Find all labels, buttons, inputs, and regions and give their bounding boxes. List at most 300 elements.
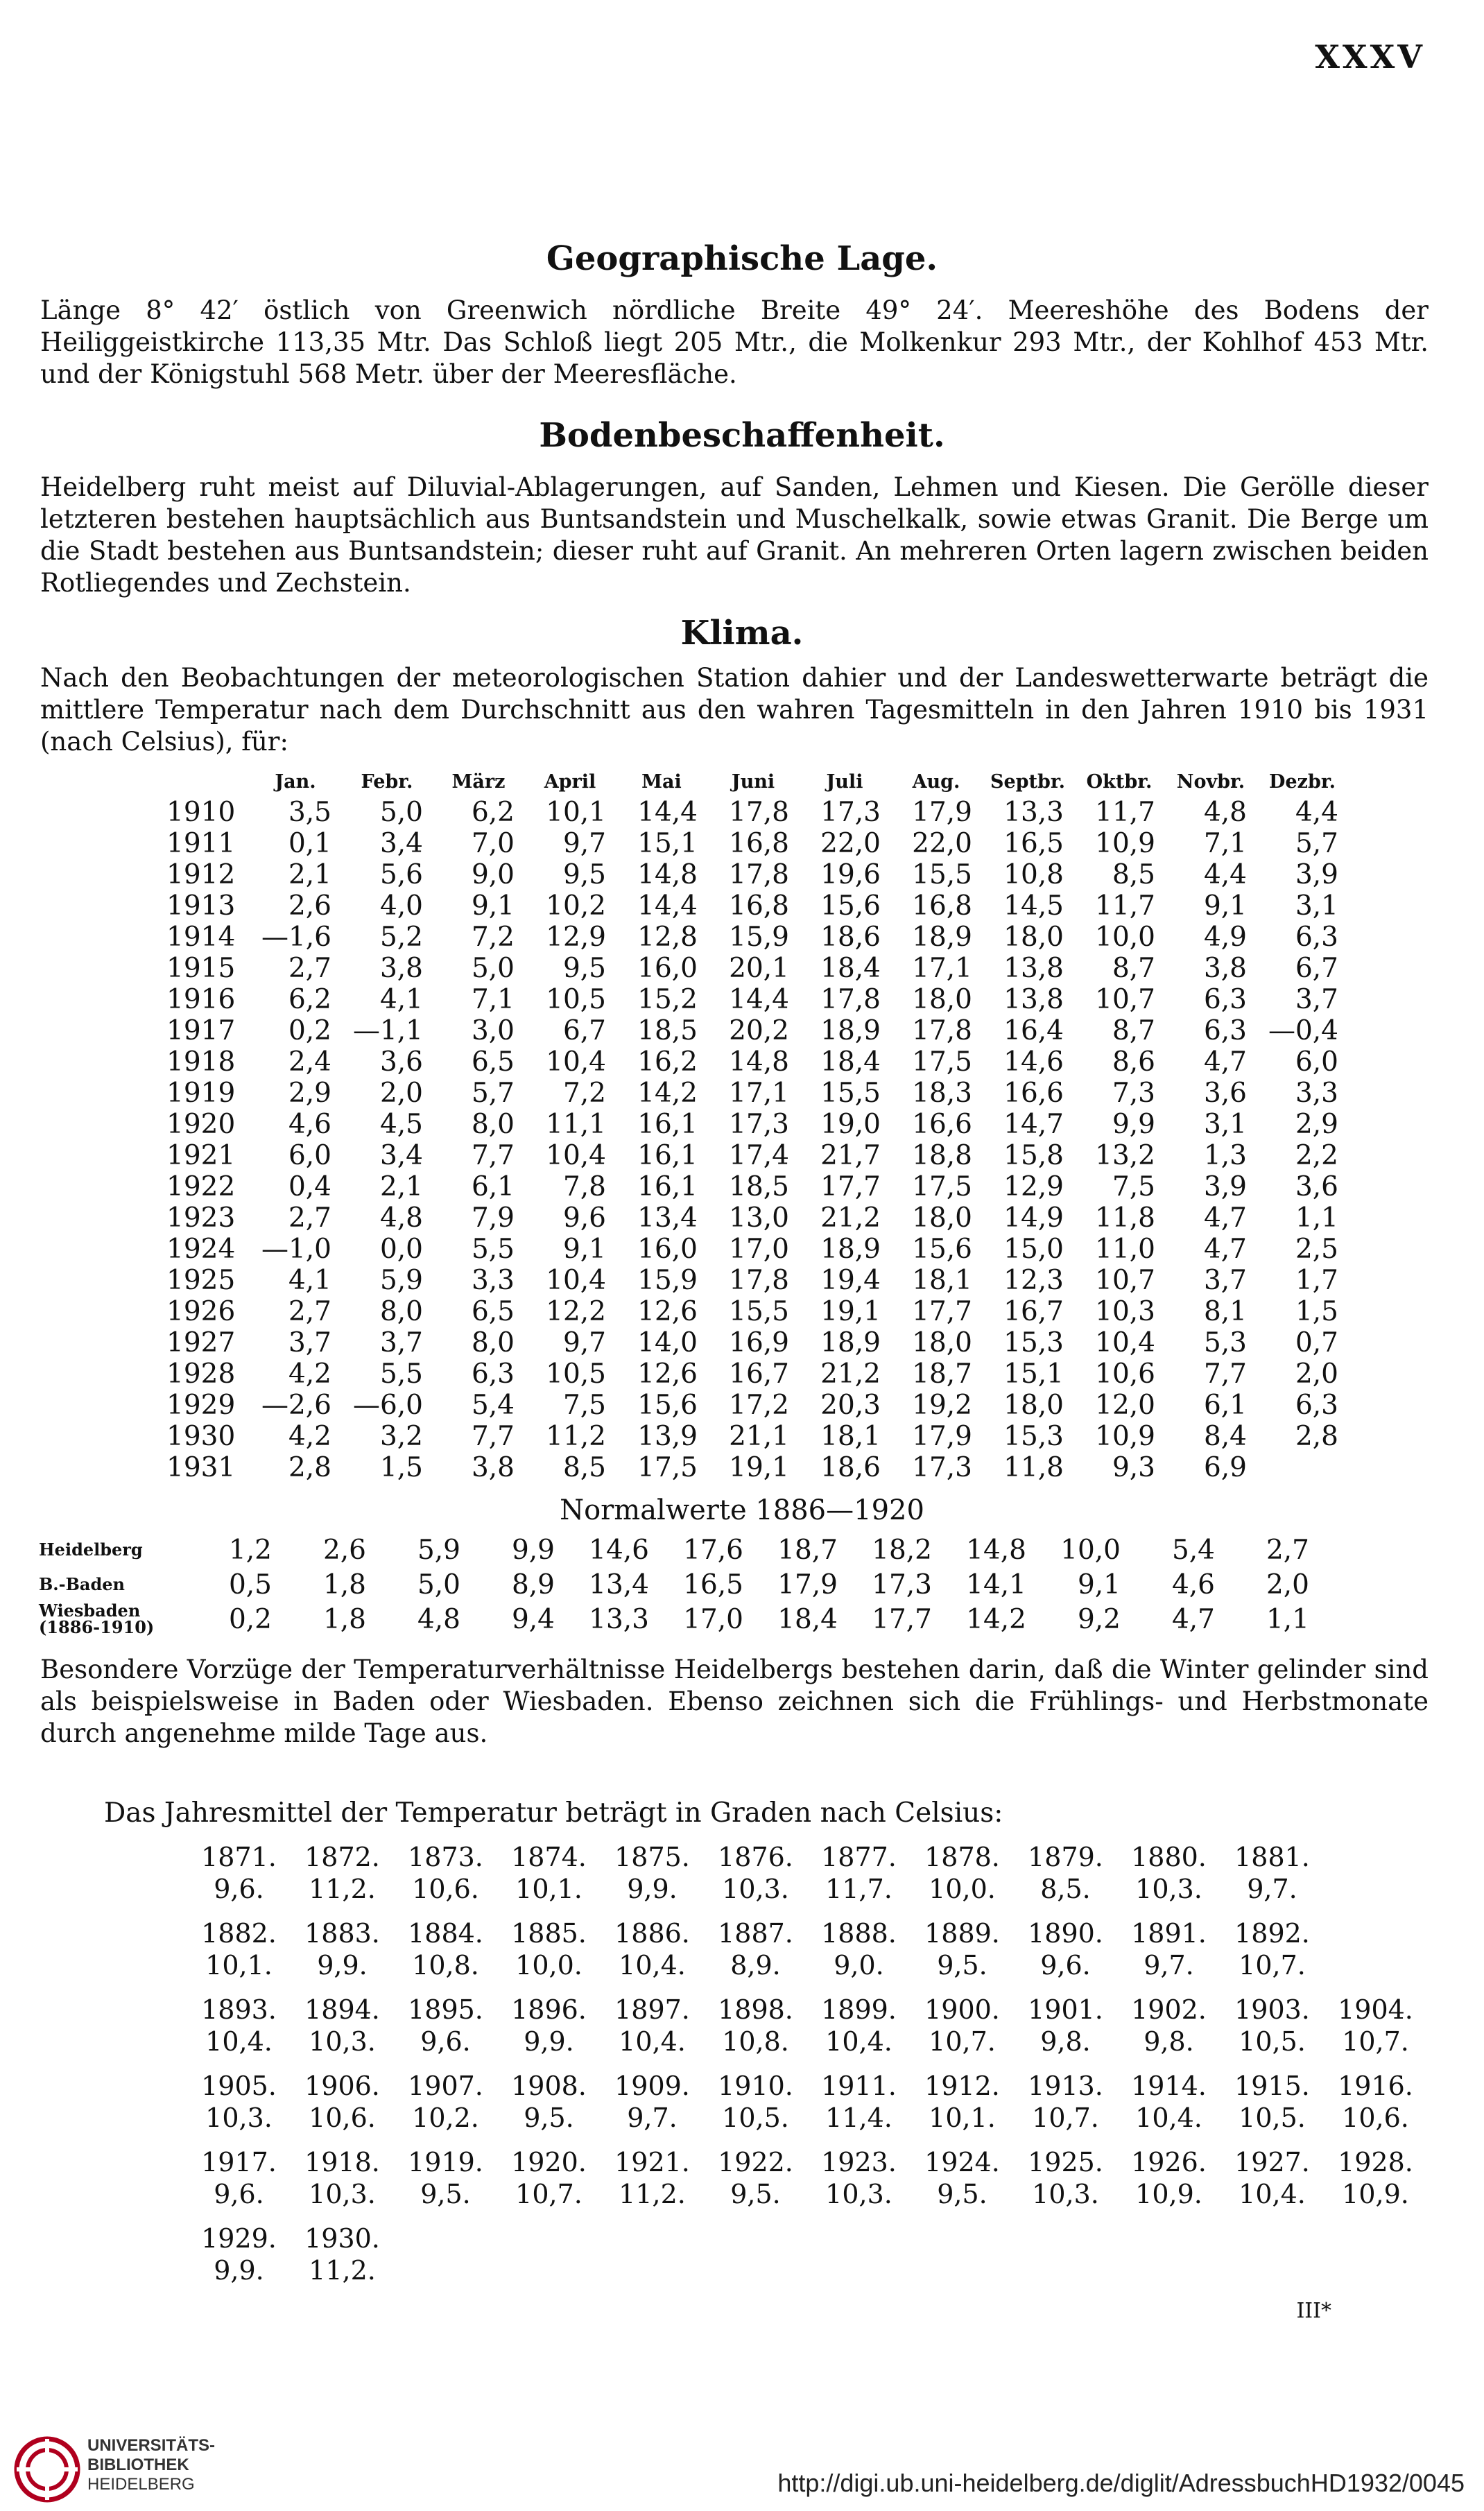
spacer-cell	[187, 2057, 291, 2070]
temperature-cell: 10,7	[1095, 984, 1155, 1015]
temperature-cell: 20,3	[820, 1390, 881, 1421]
year-cell: 1914	[166, 922, 236, 953]
temperature-cell: 14,4	[729, 984, 789, 1015]
temperature-cell: 14,8	[729, 1046, 789, 1078]
temperature-cell: 11,7	[1095, 890, 1155, 922]
temperature-cell: 13,9	[637, 1421, 698, 1452]
annual-year-cell: 1913.	[1028, 2071, 1103, 2101]
annual-value-cell: 10,4.	[619, 1950, 686, 1981]
month-header: Mai	[641, 770, 682, 793]
annual-value-cell: 10,1.	[515, 1874, 583, 1904]
annual-year-cell: 1895.	[408, 1994, 483, 2025]
temperature-cell: 18,0	[912, 984, 972, 1015]
annual-year-cell: 1879.	[1028, 1842, 1103, 1872]
temperature-cell: 2,7	[288, 1202, 331, 1234]
temperature-cell: 16,6	[912, 1109, 972, 1140]
normal-value-cell: 13,4	[589, 1569, 649, 1600]
temperature-cell: 19,2	[912, 1390, 972, 1421]
annual-value-cell: 9,0.	[834, 1950, 884, 1981]
year-cell: 1931	[166, 1452, 236, 1483]
temperature-cell: 18,6	[820, 1452, 881, 1483]
annual-means-year-row	[187, 2070, 1427, 2102]
annual-year-cell: 1897.	[614, 1994, 690, 2025]
annual-value-cell: 8,5.	[1040, 1874, 1091, 1904]
temperature-cell: 1,3	[1203, 1140, 1247, 1171]
station-label	[39, 1602, 184, 1637]
year-cell: 1927	[166, 1327, 236, 1358]
temperature-cell: 0,7	[1295, 1327, 1338, 1358]
temperature-cell: 3,2	[379, 1421, 423, 1452]
annual-year-cell: 1927.	[1234, 2147, 1310, 2177]
annual-means-value-row	[187, 1873, 1427, 1905]
temperature-cell: 6,0	[1295, 1046, 1338, 1078]
temperature-cell: 6,3	[1203, 1015, 1247, 1046]
annual-value-cell: 9,6.	[420, 2026, 471, 2057]
logo-line-3: HEIDELBERG	[87, 2475, 195, 2494]
annual-year-cell: 1918.	[304, 2147, 380, 2177]
temperature-cell: 6,9	[1203, 1452, 1247, 1483]
annual-value-cell: 8,9.	[730, 1950, 781, 1981]
temperature-cell: 17,5	[912, 1046, 972, 1078]
temperature-cell: 3,6	[1203, 1078, 1247, 1109]
temperature-cell: 0,1	[288, 828, 331, 859]
annual-year-cell: 1871.	[201, 1842, 277, 1872]
temperature-cell: 7,3	[1112, 1078, 1155, 1109]
temperature-cell: 17,3	[729, 1109, 789, 1140]
temperature-cell: 4,7	[1203, 1202, 1247, 1234]
temperature-cell: 7,8	[562, 1171, 606, 1202]
source-url-link[interactable]: http://digi.ub.uni-heidelberg.de/diglit/AdressbuchHD1932/0045	[777, 2469, 1465, 2497]
temperature-cell: 11,1	[546, 1109, 606, 1140]
temperature-cell: 16,7	[1003, 1296, 1064, 1327]
temperature-cell: 19,4	[820, 1265, 881, 1296]
temperature-cell: 12,2	[546, 1296, 606, 1327]
temperature-cell: 4,6	[288, 1109, 331, 1140]
annual-year-cell: 1894.	[304, 1994, 380, 2025]
month-header: Aug.	[912, 770, 960, 793]
temperature-cell: 2,7	[288, 1296, 331, 1327]
temperature-cell: 2,8	[288, 1452, 331, 1483]
normal-value-cell: 14,6	[589, 1534, 649, 1566]
temperature-cell: 4,8	[1203, 797, 1247, 828]
year-cell: 1920	[166, 1109, 236, 1140]
temperature-cell: 10,4	[546, 1140, 606, 1171]
temperature-cell: —0,4	[1268, 1015, 1338, 1046]
temperature-cell: 21,1	[729, 1421, 789, 1452]
annual-value-cell: 10,5.	[1239, 2026, 1306, 2057]
temperature-cell: 5,4	[471, 1390, 515, 1421]
temperature-cell: 20,2	[729, 1015, 789, 1046]
annual-year-cell: 1898.	[718, 1994, 793, 2025]
temperature-cell: 18,4	[820, 953, 881, 984]
month-header: April	[544, 770, 596, 793]
library-logo-text	[87, 2436, 215, 2494]
temperature-cell: 1,7	[1295, 1265, 1338, 1296]
temperature-cell: 3,9	[1295, 859, 1338, 890]
temperature-cell: 9,5	[562, 953, 606, 984]
annual-year-cell: 1923.	[821, 2147, 897, 2177]
temperature-cell: 10,3	[1095, 1296, 1155, 1327]
table-header-row	[111, 766, 1348, 797]
temperature-cell: 17,8	[729, 797, 789, 828]
normal-values-table	[39, 1533, 1316, 1637]
temperature-cell: 1,5	[379, 1452, 423, 1483]
annual-value-cell: 10,9.	[1342, 2179, 1409, 2209]
annual-year-cell: 1925.	[1028, 2147, 1103, 2177]
temperature-cell: 17,1	[729, 1078, 789, 1109]
normal-value-cell: 17,9	[777, 1569, 838, 1600]
annual-value-cell: 9,5.	[937, 2179, 987, 2209]
annual-year-cell: 1905.	[201, 2071, 277, 2101]
annual-means-year-row	[187, 1917, 1427, 1949]
annual-year-cell: 1873.	[408, 1842, 483, 1872]
temperature-cell: 6,7	[1295, 953, 1338, 984]
temperature-cell: 3,6	[379, 1046, 423, 1078]
temperature-cell: 7,0	[471, 828, 515, 859]
temperature-cell: 16,4	[1003, 1015, 1064, 1046]
station-name: Wiesbaden	[39, 1600, 141, 1621]
temperature-cell: 13,2	[1095, 1140, 1155, 1171]
temperature-cell: 2,0	[1295, 1358, 1338, 1390]
normal-value-cell: 9,1	[1077, 1569, 1121, 1600]
annual-value-cell: 10,7.	[1032, 2103, 1099, 2133]
paragraph-boden: Heidelberg ruht meist auf Diluvial-Ablagerungen, auf Sanden, Lehmen und Kiesen. Die Gerölle dieser letzteren bestehen hauptsächlich aus Buntsandstein und Muschelkalk, sowie etwas Granit. Die Berge um die Stadt bestehen aus Buntsandstein; dieser ruht auf Granit. An mehreren Orten lagern zwischen beiden Rotliegendes und Zechstein.	[40, 472, 1429, 598]
temperature-cell: 18,9	[820, 1015, 881, 1046]
year-cell: 1916	[166, 984, 236, 1015]
annual-year-cell: 1903.	[1234, 1994, 1310, 2025]
annual-means-title: Das Jahresmittel der Temperatur beträgt in Graden nach Celsius:	[104, 1797, 1003, 1829]
group-spacer	[187, 2210, 1427, 2223]
temperature-cell: 17,8	[912, 1015, 972, 1046]
year-cell: 1928	[166, 1358, 236, 1390]
annual-value-cell: 11,2.	[309, 2255, 376, 2286]
annual-means-year-row	[187, 1994, 1427, 2026]
temperature-cell: 12,8	[637, 922, 698, 953]
year-cell: 1912	[166, 859, 236, 890]
table-row	[111, 859, 1348, 890]
temperature-cell: 4,7	[1203, 1046, 1247, 1078]
temperature-cell: 19,0	[820, 1109, 881, 1140]
annual-year-cell: 1875.	[614, 1842, 690, 1872]
annual-year-cell: 1886.	[614, 1918, 690, 1949]
temperature-cell: 6,3	[471, 1358, 515, 1390]
normal-value-cell: 5,4	[1171, 1534, 1215, 1566]
normal-value-cell: 0,5	[228, 1569, 272, 1600]
year-cell: 1925	[166, 1265, 236, 1296]
temperature-cell: 9,1	[562, 1234, 606, 1265]
annual-year-cell: 1910.	[718, 2071, 793, 2101]
temperature-cell: 14,5	[1003, 890, 1064, 922]
normal-value-cell: 14,2	[966, 1603, 1026, 1635]
group-spacer	[187, 2134, 1427, 2146]
normal-value-cell: 14,1	[966, 1569, 1026, 1600]
annual-value-cell: 10,0.	[929, 1874, 996, 1904]
temperature-cell: 18,0	[1003, 922, 1064, 953]
temperature-cell: 4,4	[1203, 859, 1247, 890]
station-label	[39, 1567, 184, 1602]
temperature-cell: 17,5	[637, 1452, 698, 1483]
temperature-cell: 12,0	[1095, 1390, 1155, 1421]
normal-value-cell: 1,8	[322, 1569, 366, 1600]
annual-value-cell: 10,6.	[412, 1874, 479, 1904]
month-header: Jan.	[275, 770, 316, 793]
year-cell: 1911	[166, 828, 236, 859]
annual-year-cell: 1893.	[201, 1994, 277, 2025]
temperature-cell: 3,1	[1295, 890, 1338, 922]
year-cell: 1929	[166, 1390, 236, 1421]
annual-means-year-row	[187, 1841, 1427, 1873]
temperature-cell: 10,6	[1095, 1358, 1155, 1390]
table-row	[111, 1452, 1348, 1483]
table-row	[111, 922, 1348, 953]
temperature-cell: 4,9	[1203, 922, 1247, 953]
temperature-cell: 10,9	[1095, 828, 1155, 859]
temperature-cell: 1,5	[1295, 1296, 1338, 1327]
temperature-cell: 11,2	[546, 1421, 606, 1452]
annual-year-cell: 1920.	[511, 2147, 587, 2177]
temperature-cell: 17,8	[729, 859, 789, 890]
annual-year-cell: 1878.	[924, 1842, 1000, 1872]
temperature-cell: 5,9	[379, 1265, 423, 1296]
temperature-cell: 14,4	[637, 797, 698, 828]
normal-values-row	[39, 1602, 1316, 1637]
temperature-cell: 16,1	[637, 1109, 698, 1140]
annual-year-cell: 1917.	[201, 2147, 277, 2177]
annual-year-cell: 1907.	[408, 2071, 483, 2101]
temperature-cell: 2,1	[379, 1171, 423, 1202]
annual-value-cell: 10,3.	[309, 2026, 376, 2057]
temperature-cell: —1,0	[261, 1234, 331, 1265]
temperature-cell: 3,8	[1203, 953, 1247, 984]
annual-year-cell: 1915.	[1234, 2071, 1310, 2101]
table-row	[111, 890, 1348, 922]
temperature-cell: 4,1	[288, 1265, 331, 1296]
temperature-cell: 1,1	[1295, 1202, 1338, 1234]
temperature-cell: 15,1	[1003, 1358, 1064, 1390]
temperature-cell: 16,8	[729, 828, 789, 859]
temperature-cell: 18,0	[1003, 1390, 1064, 1421]
footer	[0, 2424, 1484, 2511]
temperature-cell: 17,4	[729, 1140, 789, 1171]
temperature-cell: 9,3	[1112, 1452, 1155, 1483]
annual-value-cell: 11,2.	[309, 1874, 376, 1904]
annual-year-cell: 1888.	[821, 1918, 897, 1949]
year-cell: 1910	[166, 797, 236, 828]
annual-value-cell: 9,7.	[1144, 1950, 1194, 1981]
normal-value-cell: 2,0	[1266, 1569, 1309, 1600]
temperature-cell: 15,5	[729, 1296, 789, 1327]
year-cell: 1915	[166, 953, 236, 984]
temperature-cell: 16,5	[1003, 828, 1064, 859]
temperature-cell: 22,0	[912, 828, 972, 859]
temperature-cell: 7,1	[1203, 828, 1247, 859]
temperature-cell: 10,5	[546, 1358, 606, 1390]
annual-year-cell: 1900.	[924, 1994, 1000, 2025]
temperature-cell: 6,7	[562, 1015, 606, 1046]
normal-values-row	[39, 1533, 1316, 1567]
temperature-cell: 14,7	[1003, 1109, 1064, 1140]
temperature-cell: 3,3	[471, 1265, 515, 1296]
temperature-cell: 8,7	[1112, 1015, 1155, 1046]
temperature-cell: 17,5	[912, 1171, 972, 1202]
page-number: XXXV	[1315, 38, 1425, 76]
library-logo-icon	[14, 2436, 80, 2503]
temperature-cell: 4,1	[379, 984, 423, 1015]
month-header: Juni	[731, 770, 775, 793]
temperature-cell: 5,7	[1295, 828, 1338, 859]
temperature-cell: 10,4	[546, 1265, 606, 1296]
temperature-cell: 15,0	[1003, 1234, 1064, 1265]
annual-value-cell: 11,4.	[825, 2103, 892, 2133]
spacer-cell	[187, 2210, 291, 2223]
temperature-cell: 11,0	[1095, 1234, 1155, 1265]
table-row	[111, 1078, 1348, 1109]
temperature-cell: 10,0	[1095, 922, 1155, 953]
temperature-cell: 18,1	[912, 1265, 972, 1296]
year-cell: 1918	[166, 1046, 236, 1078]
temperature-cell: 17,1	[912, 953, 972, 984]
temperature-cell: 16,0	[637, 1234, 698, 1265]
annual-year-cell: 1919.	[408, 2147, 483, 2177]
temperature-cell: 19,6	[820, 859, 881, 890]
temperature-cell: 15,9	[637, 1265, 698, 1296]
temperature-cell: 6,5	[471, 1296, 515, 1327]
annual-value-cell: 9,6.	[214, 1874, 264, 1904]
normal-values-row	[39, 1567, 1316, 1602]
temperature-cell: 17,7	[912, 1296, 972, 1327]
temperature-cell: 8,0	[379, 1296, 423, 1327]
annual-value-cell: 10,7.	[1342, 2026, 1409, 2057]
annual-year-cell: 1902.	[1131, 1994, 1207, 2025]
normal-value-cell: 4,7	[1171, 1603, 1215, 1635]
group-spacer	[187, 1905, 1427, 1917]
temperature-cell: 9,7	[562, 828, 606, 859]
temperature-cell: 8,0	[471, 1327, 515, 1358]
temperature-cell: 13,8	[1003, 953, 1064, 984]
logo-line-1: UNIVERSITÄTS-	[87, 2436, 216, 2455]
year-cell: 1930	[166, 1421, 236, 1452]
normal-value-cell: 9,4	[511, 1603, 555, 1635]
annual-year-cell: 1876.	[718, 1842, 793, 1872]
temperature-cell: 4,7	[1203, 1234, 1247, 1265]
annual-value-cell: 10,6.	[1342, 2103, 1409, 2133]
annual-means-year-row	[187, 2223, 1427, 2254]
normal-value-cell: 1,1	[1266, 1603, 1309, 1635]
annual-value-cell: 9,5.	[730, 2179, 781, 2209]
annual-value-cell: 10,4.	[825, 2026, 892, 2057]
paragraph-vorzuege: Besondere Vorzüge der Temperaturverhältnisse Heidelbergs bestehen darin, daß die Winter gelinder sind als beispielsweise in Baden oder Wiesbaden. Ebenso zeichnen sich die Frühlings- und Herbstmonate durch angenehme milde Tage aus.	[40, 1655, 1429, 1748]
table-row	[111, 1327, 1348, 1358]
temperature-cell: 16,1	[637, 1171, 698, 1202]
annual-value-cell: 10,3.	[825, 2179, 892, 2209]
year-cell: 1924	[166, 1234, 236, 1265]
temperature-cell: 18,9	[820, 1234, 881, 1265]
normal-value-cell: 17,0	[683, 1603, 743, 1635]
annual-value-cell: 11,7.	[825, 1874, 892, 1904]
temperature-cell: 15,6	[637, 1390, 698, 1421]
station-period: (1886-1910)	[39, 1617, 155, 1637]
annual-value-cell: 9,6.	[1040, 1950, 1091, 1981]
temperature-cell: 3,4	[379, 1140, 423, 1171]
normal-value-cell: 8,9	[511, 1569, 555, 1600]
annual-value-cell: 10,8.	[412, 1950, 479, 1981]
annual-year-cell: 1930.	[304, 2223, 380, 2254]
temperature-cell: 6,0	[288, 1140, 331, 1171]
temperature-cell: 6,1	[1203, 1390, 1247, 1421]
temperature-cell: 2,9	[1295, 1109, 1338, 1140]
temperature-cell: 17,9	[912, 797, 972, 828]
temperature-cell: 3,7	[288, 1327, 331, 1358]
temperature-cell: 10,1	[546, 797, 606, 828]
temperature-cell: 17,8	[820, 984, 881, 1015]
annual-means-value-row	[187, 2102, 1427, 2134]
temperature-cell: 8,5	[562, 1452, 606, 1483]
temperature-cell: 3,7	[379, 1327, 423, 1358]
temperature-cell: 10,4	[546, 1046, 606, 1078]
temperature-cell: 8,4	[1203, 1421, 1247, 1452]
annual-year-cell: 1889.	[924, 1918, 1000, 1949]
table-row	[111, 828, 1348, 859]
temperature-cell: 8,7	[1112, 953, 1155, 984]
temperature-cell: 17,2	[729, 1390, 789, 1421]
temperature-cell: 13,8	[1003, 984, 1064, 1015]
temperature-cell: 13,0	[729, 1202, 789, 1234]
temperature-cell: 5,0	[379, 797, 423, 828]
normal-value-cell: 17,6	[683, 1534, 743, 1566]
temperature-cell: 5,3	[1203, 1327, 1247, 1358]
normal-value-cell: 17,7	[872, 1603, 932, 1635]
annual-year-cell: 1912.	[924, 2071, 1000, 2101]
table-row	[111, 1171, 1348, 1202]
normal-value-cell: 2,7	[1266, 1534, 1309, 1566]
station-label	[39, 1533, 184, 1567]
temperature-cell: 2,0	[379, 1078, 423, 1109]
month-header: Oktbr.	[1086, 770, 1153, 793]
temperature-cell: 0,2	[288, 1015, 331, 1046]
temperature-cell: 16,6	[1003, 1078, 1064, 1109]
temperature-cell: 17,3	[820, 797, 881, 828]
temperature-cell: 3,8	[471, 1452, 515, 1483]
annual-means-value-row	[187, 2254, 1427, 2286]
temperature-cell: 15,3	[1003, 1327, 1064, 1358]
temperature-cell: 3,3	[1295, 1078, 1338, 1109]
annual-value-cell: 9,5.	[524, 2103, 574, 2133]
normal-value-cell: 18,4	[777, 1603, 838, 1635]
temperature-cell: 16,9	[729, 1327, 789, 1358]
table-row	[111, 1140, 1348, 1171]
temperature-cell: 15,5	[820, 1078, 881, 1109]
temperature-cell: 4,2	[288, 1421, 331, 1452]
annual-year-cell: 1926.	[1131, 2147, 1207, 2177]
temperature-cell: 3,6	[1295, 1171, 1338, 1202]
temperature-cell: 4,8	[379, 1202, 423, 1234]
temperature-cell: 5,2	[379, 922, 423, 953]
temperature-cell: 7,2	[471, 922, 515, 953]
temperature-cell: 14,4	[637, 890, 698, 922]
temperature-cell: 18,7	[912, 1358, 972, 1390]
temperature-cell: 18,5	[729, 1171, 789, 1202]
temperature-cell: 10,9	[1095, 1421, 1155, 1452]
temperature-cell: 4,0	[379, 890, 423, 922]
temperature-cell: 6,2	[288, 984, 331, 1015]
table-row	[111, 1358, 1348, 1390]
temperature-cell: 2,6	[288, 890, 331, 922]
temperature-cell: 17,3	[912, 1452, 972, 1483]
annual-value-cell: 10,7.	[929, 2026, 996, 2057]
normal-value-cell: 14,8	[966, 1534, 1026, 1566]
normal-value-cell: 18,7	[777, 1534, 838, 1566]
temperature-cell: 0,4	[288, 1171, 331, 1202]
